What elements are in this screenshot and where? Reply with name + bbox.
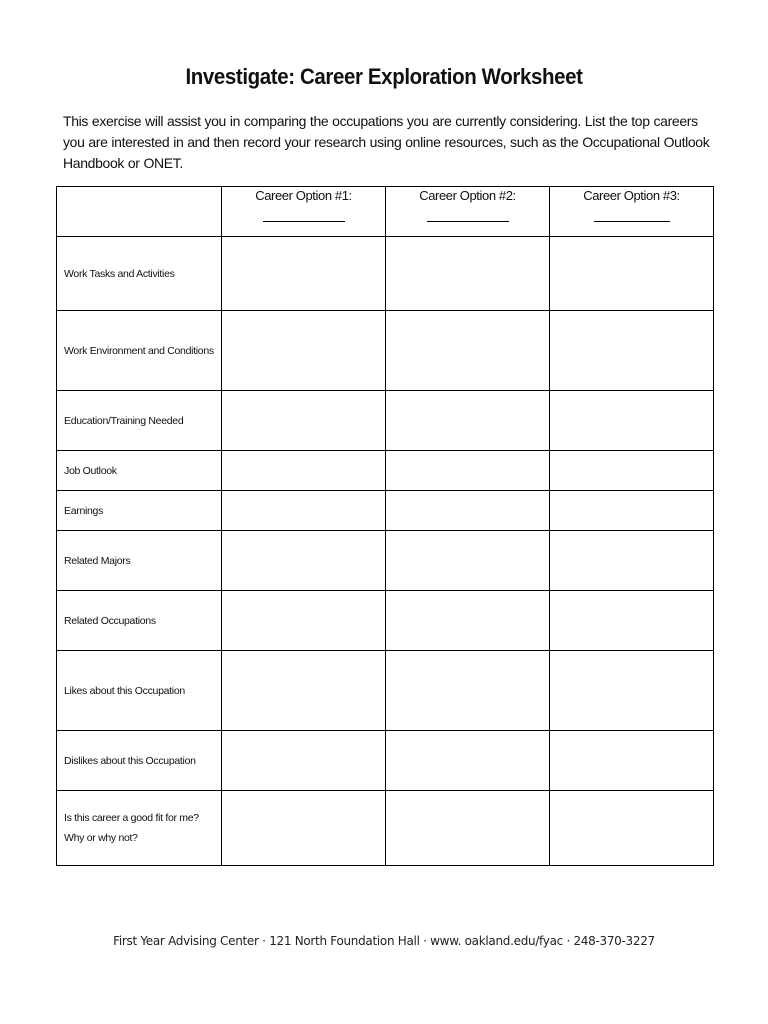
- answer-cell[interactable]: [222, 311, 386, 391]
- answer-cell[interactable]: [550, 531, 714, 591]
- answer-cell[interactable]: [550, 591, 714, 651]
- career-option-2-blank[interactable]: [427, 221, 509, 222]
- row-label-likes: Likes about this Occupation: [57, 651, 222, 731]
- row-label-related-majors: Related Majors: [57, 531, 222, 591]
- career-option-3-label: Career Option #3:: [583, 188, 680, 203]
- career-option-1-label: Career Option #1:: [255, 188, 352, 203]
- answer-cell[interactable]: [222, 791, 386, 866]
- row-label-education: Education/Training Needed: [57, 391, 222, 451]
- table-row: [57, 591, 714, 651]
- row-label-work-environment: Work Environment and Conditions: [57, 311, 222, 391]
- table-row: [57, 531, 714, 591]
- answer-cell[interactable]: [550, 791, 714, 866]
- answer-cell[interactable]: [386, 591, 550, 651]
- answer-cell[interactable]: [550, 451, 714, 491]
- row-label-good-fit: Is this career a good fit for me? Why or why not?: [57, 791, 222, 866]
- answer-cell[interactable]: [550, 651, 714, 731]
- career-option-2-header[interactable]: [386, 187, 550, 237]
- table-row: [57, 391, 714, 451]
- answer-cell[interactable]: [222, 237, 386, 311]
- answer-cell[interactable]: [222, 451, 386, 491]
- row-label-earnings: Earnings: [57, 491, 222, 531]
- answer-cell[interactable]: [550, 731, 714, 791]
- answer-cell[interactable]: [222, 731, 386, 791]
- answer-cell[interactable]: [222, 651, 386, 731]
- answer-cell[interactable]: [222, 531, 386, 591]
- career-option-1-blank[interactable]: [263, 221, 345, 222]
- answer-cell[interactable]: [222, 591, 386, 651]
- career-option-2-label: Career Option #2:: [419, 188, 516, 203]
- career-option-3-header[interactable]: [550, 187, 714, 237]
- career-option-1-header[interactable]: [222, 187, 386, 237]
- row-label-job-outlook: Job Outlook: [57, 451, 222, 491]
- answer-cell[interactable]: [386, 651, 550, 731]
- table-row: [57, 451, 714, 491]
- intro-paragraph: This exercise will assist you in comparing the occupations you are currently considering. List the top careers you are interested in and then record your research using online resources, such as the Occupational Outlook Handbook or ONET.: [63, 113, 710, 171]
- answer-cell[interactable]: [550, 237, 714, 311]
- table-row: [57, 491, 714, 531]
- table-header-row: [57, 187, 714, 237]
- answer-cell[interactable]: [386, 237, 550, 311]
- answer-cell[interactable]: [386, 791, 550, 866]
- table-row: [57, 731, 714, 791]
- row-label-related-occupations: Related Occupations: [57, 591, 222, 651]
- table-row: [57, 237, 714, 311]
- answer-cell[interactable]: [550, 311, 714, 391]
- answer-cell[interactable]: [550, 491, 714, 531]
- answer-cell[interactable]: [550, 391, 714, 451]
- career-option-3-blank[interactable]: [594, 221, 670, 222]
- answer-cell[interactable]: [386, 311, 550, 391]
- table-row: [57, 651, 714, 731]
- table-row: [57, 791, 714, 866]
- row-label-dislikes: Dislikes about this Occupation: [57, 731, 222, 791]
- answer-cell[interactable]: [386, 531, 550, 591]
- answer-cell[interactable]: [222, 391, 386, 451]
- answer-cell[interactable]: [386, 491, 550, 531]
- answer-cell[interactable]: [386, 451, 550, 491]
- header-corner-cell: [57, 187, 222, 237]
- row-label-work-tasks: Work Tasks and Activities: [57, 237, 222, 311]
- answer-cell[interactable]: [386, 391, 550, 451]
- answer-cell[interactable]: [222, 491, 386, 531]
- footer-contact: First Year Advising Center · 121 North Foundation Hall · www. oakland.edu/fyac · 248-370-3227: [113, 934, 655, 948]
- page-title: Investigate: Career Exploration Worksheet: [185, 64, 583, 89]
- table-row: [57, 311, 714, 391]
- career-comparison-table: [56, 186, 714, 866]
- answer-cell[interactable]: [386, 731, 550, 791]
